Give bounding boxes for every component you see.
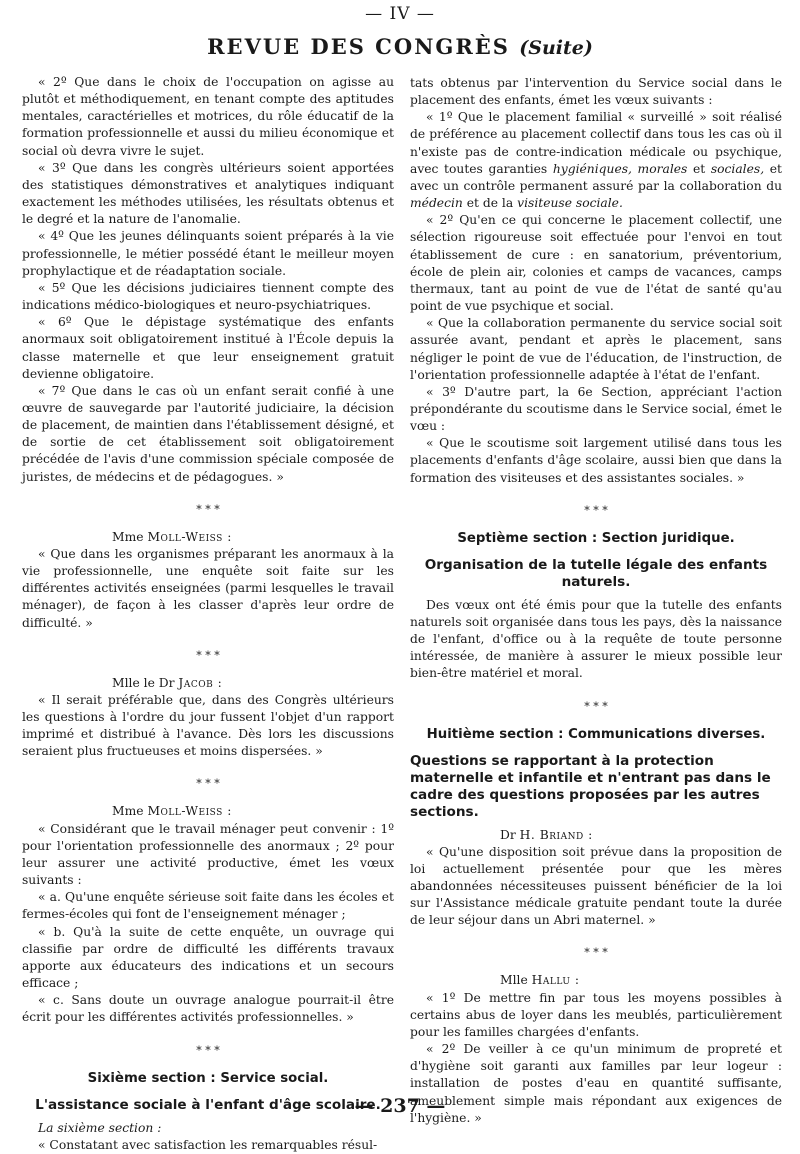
paragraph: « 2º Que dans le choix de l'occupation on agisse au plutôt et méthodiquement, en tenant compte des aptitudes mentales, caractérielles et motrices, du rôle éducatif de la formation professionnelle et aussi du milieu économique et social où devra vivre le sujet. [22,75,394,158]
speaker-surname: Hallu : [531,973,580,988]
page-number: — 237 — [354,1095,446,1117]
running-title-suffix: (Suite) [519,37,593,59]
paragraph: « Que dans les organismes préparant les anormaux à la vie professionnelle, une enquête soit faite sur les différentes activités enseignées (parmi lesquelles le travail ménager), de façon à les classer d'après leur ordre de difficulté. » [22,546,394,630]
paragraph: « 2º De veiller à ce qu'un minimum de propreté et d'hygiène soit garanti aux familles par leur logeur : installation de postes d'eau en quantité suffisante, ameublement simple mais répondant aux exigences de l'hygiène. » [410,1042,782,1125]
section-subheading: Organisation de la tutelle légale des enfants naturels. [424,556,768,590]
speaker-surname: Moll-Weiss : [147,529,232,544]
text-run: et de la [466,196,514,211]
separator-stars: * * * [584,699,608,713]
speaker-surname: Moll-Weiss : [147,804,232,819]
folio-roman: — IV — [365,4,435,24]
paragraph: tats obtenus par l'intervention du Service social dans le placement des enfants, émet les vœux suivants : [410,76,782,108]
section-subheading: L'assistance sociale à l'enfant d'âge scolaire. [35,1096,381,1113]
separator-stars: * * * [196,502,220,516]
section-heading: Huitième section : Communications diverses. [426,726,766,742]
paragraph: « 3º D'autre part, la 6e Section, appréciant l'action prépondérante du scoutisme dans le Service social, émet le vœu : [410,384,782,434]
speaker-surname: Jacob : [178,675,223,690]
separator-stars: * * * [196,777,220,791]
text-run-italic: sociales, [710,161,765,176]
speaker-name [22,529,394,546]
paragraph: « Qu'une disposition soit prévue dans la proposition de loi actuellement présentée pour que les mères abandonnées nécessiteuses puissent bénéficier de la loi sur l'Assistance médicale gratuite pendant toute la durée de leur séjour dans un Abri maternel. » [410,844,782,928]
running-title [0,34,800,59]
speaker-title: Mlle le Dr [112,675,175,690]
left-column [22,74,394,1154]
paragraph: « Considérant que le travail ménager peut convenir : 1º pour l'orientation professionnelle des anormaux ; 2º pour leur assurer une activité productive, émet les vœux suivants : [22,821,394,888]
section-subheading: Questions se rapportant à la protection maternelle et infantile et n'entrant pas dans le cadre des questions proposées par les autres sections. [410,752,771,820]
paragraph: « a. Qu'une enquête sérieuse soit faite dans les écoles et fermes-écoles qui font de l'enseignement ménager ; [22,890,394,922]
paragraph: « 2º Qu'en ce qui concerne le placement collectif, une sélection rigoureuse soit effectuée pour l'envoi en tout établissement de cure : en sanatorium, préventorium, école de plein air, colonies et camps de vacances, camps thermaux, tant au point de vue de l'état de santé qu'au point de vue psychique et social. [410,213,782,314]
paragraph: « Que la collaboration permanente du service social soit assurée avant, pendant et après le placement, sans négliger le point de vue de l'éducation, de l'instruction, de l'orientation professionnelle adaptée à l'état de l'enfant. [410,316,782,382]
paragraph: Des vœux ont été émis pour que la tutelle des enfants naturels soit organisée dans tous les pays, dès la naissance de l'enfant, d'office ou à la requête de toute personne intéressée, de manière à assurer le mieux possible leur bien-être matériel et moral. [410,597,782,681]
paragraph: « Que le scoutisme soit largement utilisé dans tous les placements d'enfants d'âge scolaire, aussi bien que dans la formation des visiteuses et des assistantes sociales. » [410,436,782,485]
paragraph [410,109,782,212]
text-run: « 1º Que le placement familial « surveillé » soit réalisé de préférence au placement collectif dans tous les cas où il n'existe pas de contre-indication médicale ou psychique, avec toutes garanties [410,110,782,176]
section-heading: Septième section : Section juridique. [457,530,735,546]
speaker-name [22,675,394,692]
speaker-name [410,972,782,989]
speaker-title: Mlle [500,973,528,988]
text-run: et avec un contrôle permanent assuré par la collaboration du [410,161,782,193]
speaker-title: Mme [112,529,144,544]
section-intro: La sixième section : [38,1120,162,1135]
paragraph: « 1º De mettre fin par tous les moyens possibles à certains abus de loyer dans les meublés, particulièrement pour les familles chargées d'enfants. [410,990,782,1039]
paragraph: « 5º Que les décisions judiciaires tiennent compte des indications médico-biologiques et neuro-psychiatriques. [22,280,394,313]
paragraph: « c. Sans doute un ouvrage analogue pourrait-il être écrit pour les différentes activités professionnelles. » [22,993,394,1025]
text-run-italic: médecin [410,196,463,211]
text-run-italic: visiteuse sociale. [517,196,623,211]
paragraph: « b. Qu'à la suite de cette enquête, un ouvrage qui classifie par ordre de difficulté les différents travaux apporte aux éducateurs des indications et un secours efficace ; [22,924,394,991]
paragraph: « 4º Que les jeunes délinquants soient préparés à la vie professionnelle, le métier possédé étant le meilleur moyen prophylactique et de réadaptation sociale. [22,229,394,278]
paragraph: « Il serait préférable que, dans des Congrès ultérieurs les questions à l'ordre du jour fussent l'objet d'un rapport imprimé et distribué à l'avance. Dès lors les discussions seraient plus fructueuses et moins dispersées. » [22,692,394,759]
separator-stars: * * * [584,946,608,960]
separator-stars: * * * [196,648,220,662]
speaker-title: Dr [500,827,516,842]
separator-stars: * * * [196,1043,220,1057]
section-heading: Sixième section : Service social. [87,1070,329,1086]
right-column [410,75,782,1127]
speaker-surname: H. Briand : [519,827,593,842]
paragraph: « 6º Que le dépistage systématique des enfants anormaux soit obligatoirement institué à l'École depuis la classe maternelle et que leur enseignement gratuit devienne obligatoire. [22,315,394,381]
paragraph: « Constatant avec satisfaction les remarquables résul- [38,1137,378,1152]
paragraph: « 7º Que dans le cas où un enfant serait confié à une œuvre de sauvegarde par l'autorité judiciaire, la décision de placement, de maintien dans l'établissement désigné, et de sortie de cet établissement soit obligatoirement précédée de l'avis d'une commission spéciale composée de juristes, de médecins et de pédagogues. » [22,383,394,484]
text-run: et [692,161,706,176]
separator-stars: * * * [584,503,608,517]
running-title-main: REVUE DES CONGRÈS [207,34,510,59]
paragraph: « 3º Que dans les congrès ultérieurs soient apportées des statistiques démonstratives et analytiques indiquant exactement les méthodes utilisées, les résultats obtenus et le degré et la nature de l'anomalie. [22,160,394,227]
speaker-name [410,827,782,844]
speaker-title: Mme [112,804,144,819]
text-run-italic: hygiéniques, morales [552,161,688,176]
speaker-name [22,803,394,820]
